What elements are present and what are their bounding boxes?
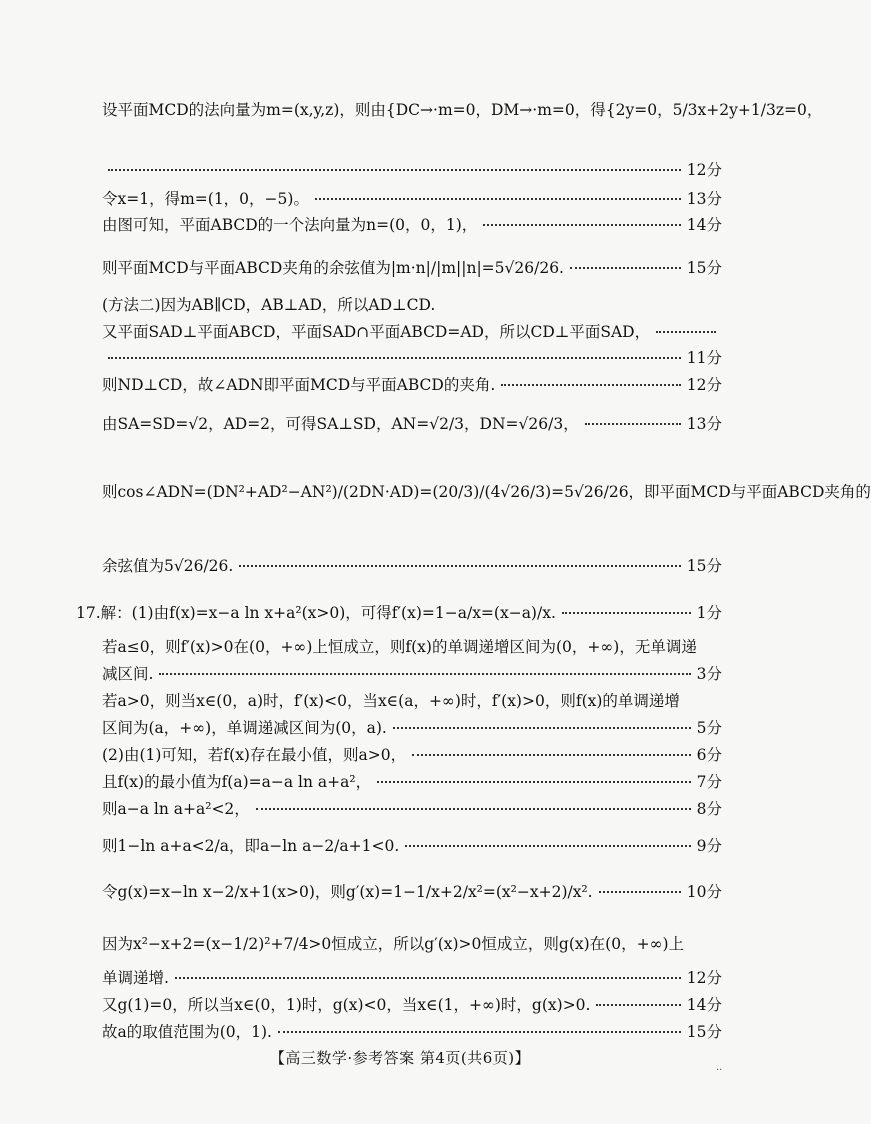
line-text: 余弦值为5√26/26. xyxy=(102,557,234,575)
score: 12分 xyxy=(686,376,722,394)
line-text: 故a的取值范围为(0，1). xyxy=(102,1023,272,1041)
line-23 xyxy=(102,932,722,954)
line-20 xyxy=(102,797,722,819)
line-26 xyxy=(102,1020,722,1042)
dot-leader xyxy=(393,726,691,729)
score: 1分 xyxy=(696,604,722,622)
line-25 xyxy=(102,993,722,1015)
dot-leader xyxy=(596,1003,680,1006)
line-text: 令x=1，得m=(1，0，−5)。 xyxy=(102,190,309,208)
dot-leader xyxy=(108,168,681,171)
line-14 xyxy=(102,635,722,657)
score: 11分 xyxy=(686,349,722,367)
line-text: 减区间. xyxy=(102,665,154,683)
dot-leader xyxy=(256,807,691,810)
line-text: 则cos∠ADN=(DN²+AD²−AN²)/(2DN·AD)=(20/3)/(4√26/3)=5√26/26，即平面MCD与平面ABCD夹角的 xyxy=(102,483,871,501)
line-4 xyxy=(102,213,722,235)
dot-leader xyxy=(483,223,680,226)
line-17 xyxy=(102,716,722,738)
score: 3分 xyxy=(696,665,722,683)
line-text: 因为x²−x+2=(x−1/2)²+7/4>0恒成立，所以g′(x)>0恒成立，则g(x)在(0，+∞)上 xyxy=(102,935,685,953)
score: 12分 xyxy=(686,969,722,987)
score: 5分 xyxy=(696,719,722,737)
line-text: 又g(1)=0，所以当x∈(0，1)时，g(x)<0，当x∈(1，+∞)时，g(x)>0. xyxy=(102,996,591,1014)
score: 8分 xyxy=(696,800,722,818)
line-7 xyxy=(102,320,722,342)
dot-leader xyxy=(405,844,690,847)
corner-mark: ·· xyxy=(716,1065,723,1076)
line-16 xyxy=(102,689,722,711)
dot-leader xyxy=(599,890,681,893)
line-text: 则a−a ln a+a²<2， xyxy=(102,800,250,818)
line-text: 若a≤0，则f′(x)>0在(0，+∞)上恒成立，则f(x)的单调递增区间为(0，+∞)，无单调递 xyxy=(102,638,697,656)
line-text: 则平面MCD与平面ABCD夹角的余弦值为|m·n|/|m||n|=5√26/26. xyxy=(102,259,564,277)
line-15 xyxy=(102,662,722,684)
score: 14分 xyxy=(686,216,722,234)
line-text: (方法二)因为AB∥CD，AB⊥AD，所以AD⊥CD. xyxy=(102,296,436,314)
dot-leader xyxy=(570,266,681,269)
line-text: 且f(x)的最小值为f(a)=a−a ln a+a²， xyxy=(102,773,372,791)
score: 12分 xyxy=(686,161,722,179)
line-18 xyxy=(102,743,722,765)
line-24 xyxy=(102,966,722,988)
score: 15分 xyxy=(686,259,722,277)
line-21 xyxy=(102,834,722,856)
dot-leader xyxy=(108,356,681,359)
line-19 xyxy=(102,770,722,792)
dot-leader xyxy=(501,383,680,386)
dot-leader xyxy=(562,611,691,614)
line-22 xyxy=(102,880,722,902)
dot-leader xyxy=(159,672,690,675)
dot-leader xyxy=(315,197,681,200)
dot-leader xyxy=(175,976,681,979)
score: 13分 xyxy=(686,190,722,208)
dot-leader xyxy=(412,753,691,756)
line-text: 由SA=SD=√2，AD=2，可得SA⊥SD，AN=√2/3，DN=√26/3， xyxy=(102,415,579,433)
score: 14分 xyxy=(686,996,722,1014)
line-text: (2)由(1)可知，若f(x)存在最小值，则a>0， xyxy=(102,746,407,764)
page-footer: 【高三数学·参考答案 第4页(共6页)】 xyxy=(269,1049,531,1067)
dot-leader xyxy=(239,564,680,567)
line-10 xyxy=(102,412,722,434)
score: 10分 xyxy=(686,883,722,901)
line-text: 则ND⊥CD，故∠ADN即平面MCD与平面ABCD的夹角. xyxy=(102,376,496,394)
line-text: 则1−ln a+a<2/a，即a−ln a−2/a+1<0. xyxy=(102,837,400,855)
line-text: 单调递增. xyxy=(102,969,169,987)
line-text: 区间为(a，+∞)，单调递减区间为(0，a). xyxy=(102,719,387,737)
line-text: 设平面MCD的法向量为m=(x,y,z)，则由{DC→·m=0，DM→·m=0，得{2y=0，5/3x+2y+1/3z=0， xyxy=(102,101,823,119)
line-2 xyxy=(102,158,722,180)
dot-leader xyxy=(278,1030,681,1033)
line-9 xyxy=(102,373,722,395)
score: 15分 xyxy=(686,1023,722,1041)
line-6 xyxy=(102,293,722,315)
dot-leader xyxy=(656,330,716,333)
line-text: 由图可知，平面ABCD的一个法向量为n=(0，0，1)， xyxy=(102,216,478,234)
score: 15分 xyxy=(686,557,722,575)
line-text: 若a>0，则当x∈(0，a)时，f′(x)<0，当x∈(a，+∞)时，f′(x)>0，则f(x)的单调递增 xyxy=(102,692,680,710)
line-text: 令g(x)=x−ln x−2/x+1(x>0)，则g′(x)=1−1/x+2/x²=(x²−x+2)/x². xyxy=(102,883,593,901)
line-11 xyxy=(102,480,871,502)
dot-leader xyxy=(585,422,681,425)
line-12 xyxy=(102,554,722,576)
line-1 xyxy=(102,98,823,120)
line-text: 又平面SAD⊥平面ABCD，平面SAD∩平面ABCD=AD，所以CD⊥平面SAD， xyxy=(102,323,651,341)
line-3 xyxy=(102,187,722,209)
line-8 xyxy=(102,346,722,368)
score: 7分 xyxy=(696,773,722,791)
line-5 xyxy=(102,256,722,278)
line-13 xyxy=(76,601,722,623)
score: 9分 xyxy=(696,837,722,855)
score: 13分 xyxy=(686,415,722,433)
dot-leader xyxy=(377,780,691,783)
line-text: 17.解：(1)由f(x)=x−a ln x+a²(x>0)，可得f′(x)=1−a/x=(x−a)/x. xyxy=(76,604,556,622)
score: 6分 xyxy=(696,746,722,764)
